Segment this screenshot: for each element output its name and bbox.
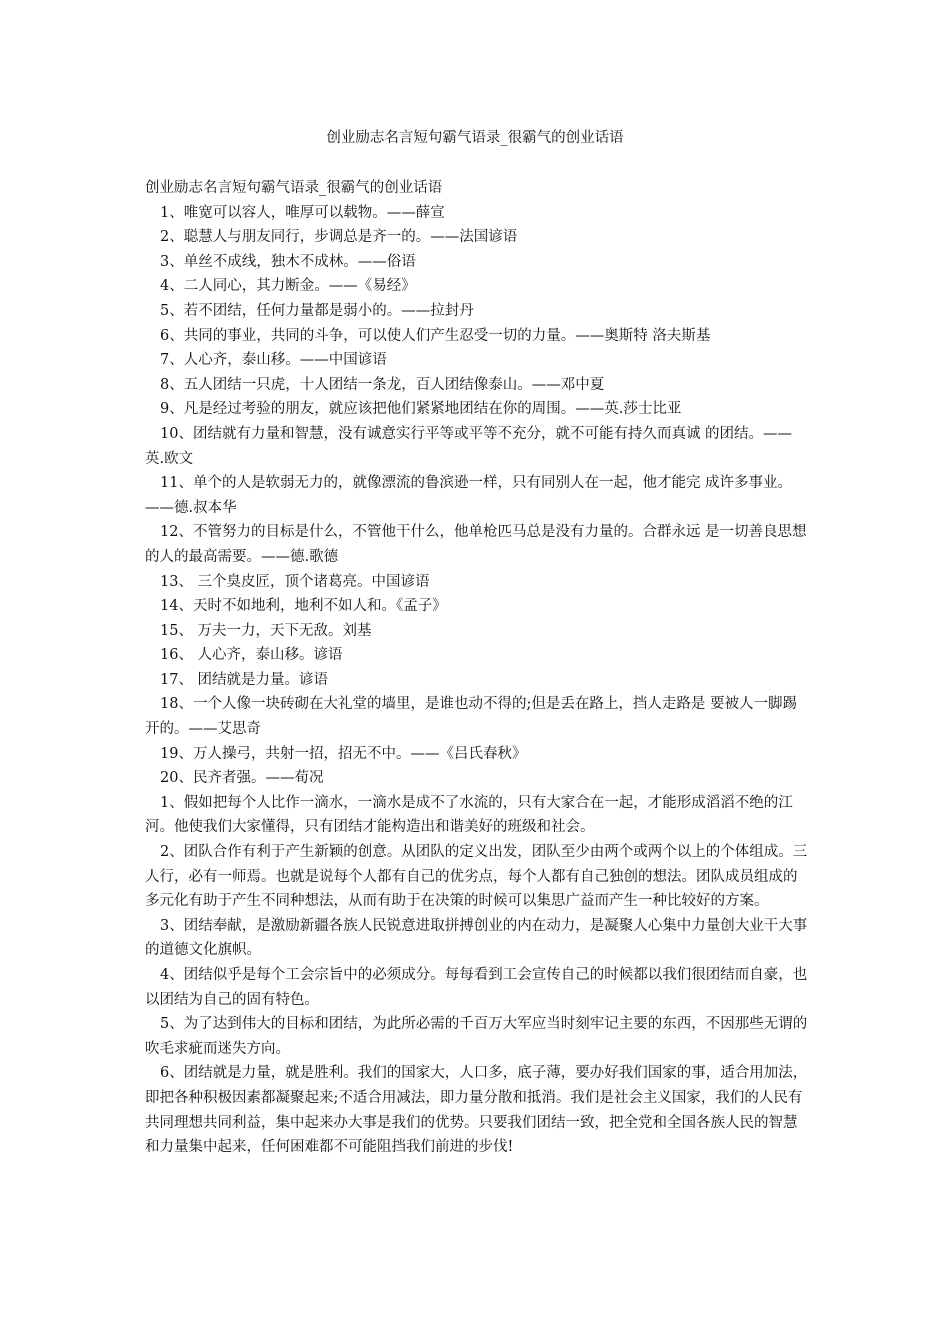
essay-paragraph: 3、团结奉献，是激励新疆各族人民锐意进取拼搏创业的内在动力，是凝聚人心集中力量创大业干大事的道德文化旗帜。 — [145, 917, 808, 959]
quote-item: 7、人心齐，泰山移。——中国谚语 — [160, 352, 387, 369]
quote-item: 1、唯宽可以容人，唯厚可以载物。——薛宣 — [160, 204, 445, 221]
essay-paragraph: 5、为了达到伟大的目标和团结，为此所必需的千百万大军应当时刻牢记主要的东西，不因那些无谓的吹毛求疵而迷失方向。 — [145, 1016, 808, 1057]
quote-item: 15、 万夫一力，天下无敌。刘基 — [160, 622, 372, 639]
quote-item: 16、 人心齐，泰山移。谚语 — [160, 647, 343, 664]
document-title: 创业励志名言短句霸气语录_很霸气的创业话语 — [326, 130, 624, 146]
quote-item: 17、 团结就是力量。谚语 — [160, 671, 329, 688]
quote-item: 5、若不团结，任何力量都是弱小的。——拉封丹 — [160, 302, 474, 319]
quote-item: 9、凡是经过考验的朋友，就应该把他们紧紧地团结在你的周围。——英.莎士比亚 — [160, 401, 682, 418]
quote-item: 20、民齐者强。——荀况 — [160, 770, 324, 787]
essay-paragraph: 4、团结似乎是每个工会宗旨中的必须成分。每每看到工会宣传自己的时候都以我们很团结而自豪，也以团结为自己的固有特色。 — [145, 967, 808, 1008]
essay-paragraph: 1、假如把每个人比作一滴水，一滴水是成不了水流的，只有大家合在一起，才能形成滔滔不绝的江河。他使我们大家懂得，只有团结才能构造出和谐美好的班级和社会。 — [145, 794, 793, 836]
document-subtitle: 创业励志名言短句霸气语录_很霸气的创业话语 — [145, 180, 443, 196]
quote-item: 11、单个的人是软弱无力的，就像漂流的鲁滨逊一样，只有同别人在一起，他才能完 成许多事业。——德.叔本华 — [145, 475, 793, 516]
essay-paragraph: 6、团结就是力量，就是胜利。我们的国家大，人口多，底子薄，要办好我们国家的事，适合用加法，即把各种积极因素都凝聚起来;不适合用减法，即力量分散和抵消。我们是社会主义国家，我们的人民有共同理想共同利益，集中起来办大事是我们的优势。只要我们团结一致，把全党和全国各族人民的智慧和力量集中起来，任何困难都不可能阻挡我们前进的步伐! — [145, 1065, 808, 1156]
quote-item: 14、天时不如地利，地利不如人和。《孟子》 — [160, 598, 447, 615]
quote-item: 3、单丝不成线，独木不成林。——俗语 — [160, 253, 416, 270]
quote-item: 2、聪慧人与朋友同行，步调总是齐一的。——法国谚语 — [160, 229, 518, 246]
quote-item: 19、万人操弓，共射一招，招无不中。——《吕氏春秋》 — [160, 745, 527, 762]
document-body — [145, 176, 810, 1160]
quote-item: 4、二人同心，其力断金。——《易经》 — [160, 278, 416, 295]
quote-item: 13、 三个臭皮匠，顶个诸葛亮。中国谚语 — [160, 573, 430, 590]
quote-item: 18、一个人像一块砖砌在大礼堂的墙里，是谁也动不得的;但是丢在路上，挡人走路是 要被人一脚踢开的。——艾思奇 — [145, 696, 797, 738]
essay-paragraph: 2、团队合作有利于产生新颖的创意。从团队的定义出发，团队至少由两个或两个以上的个体组成。三人行，必有一师焉。也就是说每个人都有自己的优劣点，每个人都有自己独创的想法。团队成员组成的多元化有助于产生不同种想法，从而有助于在决策的时候可以集思广益而产生一种比较好的方案。 — [145, 844, 808, 910]
quote-item: 6、共同的事业，共同的斗争，可以使人们产生忍受一切的力量。——奥斯特 洛夫斯基 — [160, 327, 711, 344]
quote-item: 10、团结就有力量和智慧，没有诚意实行平等或平等不充分，就不可能有持久而真诚 的团结。——英.欧文 — [145, 425, 793, 467]
quote-item: 8、五人团结一只虎，十人团结一条龙，百人团结像泰山。——邓中夏 — [160, 376, 605, 393]
quote-item: 12、不管努力的目标是什么，不管他干什么，他单枪匹马总是没有力量的。合群永远 是一切善良思想的人的最高需要。——德.歌德 — [145, 524, 807, 565]
